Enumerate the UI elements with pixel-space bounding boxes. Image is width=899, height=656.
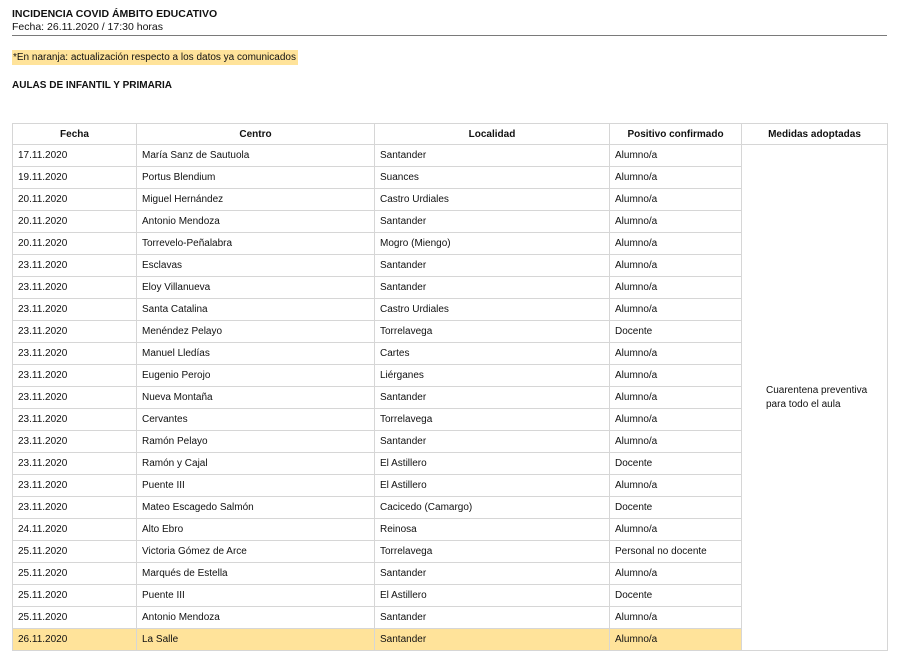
highlight-note: *En naranja: actualización respecto a los datos ya comunicados bbox=[13, 52, 296, 63]
cell-localidad: Santander bbox=[375, 211, 610, 233]
cell-positivo: Alumno/a bbox=[610, 563, 742, 585]
cell-positivo: Alumno/a bbox=[610, 409, 742, 431]
document-header bbox=[12, 8, 888, 34]
cell-centro: Eugenio Perojo bbox=[137, 365, 375, 387]
cell-positivo: Alumno/a bbox=[610, 629, 742, 651]
cell-centro: Santa Catalina bbox=[137, 299, 375, 321]
cell-centro: Antonio Mendoza bbox=[137, 607, 375, 629]
cell-localidad: Santander bbox=[375, 563, 610, 585]
cell-localidad: El Astillero bbox=[375, 453, 610, 475]
table-header-row bbox=[13, 124, 888, 145]
cell-centro: Torrevelo-Peñalabra bbox=[137, 233, 375, 255]
cell-localidad: Mogro (Miengo) bbox=[375, 233, 610, 255]
cell-positivo: Alumno/a bbox=[610, 343, 742, 365]
cell-positivo: Alumno/a bbox=[610, 431, 742, 453]
cell-fecha: 25.11.2020 bbox=[13, 563, 137, 585]
cell-positivo: Alumno/a bbox=[610, 145, 742, 167]
cell-fecha: 23.11.2020 bbox=[13, 409, 137, 431]
incidence-table bbox=[12, 123, 888, 651]
cell-localidad: El Astillero bbox=[375, 475, 610, 497]
cell-localidad: Santander bbox=[375, 431, 610, 453]
cell-centro: Mateo Escagedo Salmón bbox=[137, 497, 375, 519]
cell-fecha: 24.11.2020 bbox=[13, 519, 137, 541]
cell-localidad: Santander bbox=[375, 255, 610, 277]
cell-localidad: Cartes bbox=[375, 343, 610, 365]
table-body bbox=[13, 145, 888, 651]
column-header-fecha: Fecha bbox=[13, 124, 137, 145]
cell-positivo: Alumno/a bbox=[610, 189, 742, 211]
cell-fecha: 23.11.2020 bbox=[13, 255, 137, 277]
cell-centro: Menéndez Pelayo bbox=[137, 321, 375, 343]
cell-localidad: Cacicedo (Camargo) bbox=[375, 497, 610, 519]
document-date: Fecha: 26.11.2020 / 17:30 horas bbox=[12, 21, 163, 33]
cell-fecha: 23.11.2020 bbox=[13, 387, 137, 409]
cell-fecha: 23.11.2020 bbox=[13, 321, 137, 343]
cell-fecha: 23.11.2020 bbox=[13, 431, 137, 453]
document-title: INCIDENCIA COVID ÁMBITO EDUCATIVO bbox=[12, 8, 218, 20]
cell-localidad: Suances bbox=[375, 167, 610, 189]
cell-fecha: 25.11.2020 bbox=[13, 607, 137, 629]
cell-fecha: 20.11.2020 bbox=[13, 211, 137, 233]
cell-localidad: Torrelavega bbox=[375, 321, 610, 343]
column-header-medidas: Medidas adoptadas bbox=[742, 124, 888, 145]
cell-positivo: Alumno/a bbox=[610, 255, 742, 277]
cell-centro: La Salle bbox=[137, 629, 375, 651]
cell-centro: Cervantes bbox=[137, 409, 375, 431]
section-title: AULAS DE INFANTIL Y PRIMARIA bbox=[12, 80, 173, 91]
cell-positivo: Alumno/a bbox=[610, 233, 742, 255]
column-header-positivo: Positivo confirmado bbox=[610, 124, 742, 145]
cell-fecha: 17.11.2020 bbox=[13, 145, 137, 167]
cell-fecha: 23.11.2020 bbox=[13, 277, 137, 299]
cell-localidad: Torrelavega bbox=[375, 541, 610, 563]
cell-positivo: Alumno/a bbox=[610, 475, 742, 497]
cell-centro: Ramón y Cajal bbox=[137, 453, 375, 475]
cell-localidad: Reinosa bbox=[375, 519, 610, 541]
cell-fecha: 23.11.2020 bbox=[13, 299, 137, 321]
cell-positivo: Alumno/a bbox=[610, 387, 742, 409]
cell-centro: Puente III bbox=[137, 475, 375, 497]
cell-fecha: 19.11.2020 bbox=[13, 167, 137, 189]
cell-localidad: El Astillero bbox=[375, 585, 610, 607]
cell-medidas: Cuarentena preventiva para todo el aula bbox=[742, 145, 888, 651]
cell-localidad: Santander bbox=[375, 145, 610, 167]
cell-positivo: Personal no docente bbox=[610, 541, 742, 563]
cell-positivo: Docente bbox=[610, 453, 742, 475]
cell-centro: Portus Blendium bbox=[137, 167, 375, 189]
cell-localidad: Santander bbox=[375, 629, 610, 651]
cell-fecha: 26.11.2020 bbox=[13, 629, 137, 651]
cell-fecha: 25.11.2020 bbox=[13, 541, 137, 563]
cell-positivo: Alumno/a bbox=[610, 519, 742, 541]
cell-centro: Esclavas bbox=[137, 255, 375, 277]
cell-positivo: Alumno/a bbox=[610, 211, 742, 233]
cell-localidad: Santander bbox=[375, 607, 610, 629]
cell-centro: Puente III bbox=[137, 585, 375, 607]
cell-fecha: 23.11.2020 bbox=[13, 497, 137, 519]
cell-centro: Victoria Gómez de Arce bbox=[137, 541, 375, 563]
cell-fecha: 23.11.2020 bbox=[13, 475, 137, 497]
cell-positivo: Alumno/a bbox=[610, 607, 742, 629]
cell-fecha: 20.11.2020 bbox=[13, 189, 137, 211]
cell-fecha: 25.11.2020 bbox=[13, 585, 137, 607]
column-header-localidad: Localidad bbox=[375, 124, 610, 145]
cell-centro: Antonio Mendoza bbox=[137, 211, 375, 233]
cell-fecha: 23.11.2020 bbox=[13, 343, 137, 365]
cell-localidad: Santander bbox=[375, 387, 610, 409]
cell-centro: Manuel Lledías bbox=[137, 343, 375, 365]
table-row bbox=[13, 145, 888, 167]
column-header-centro: Centro bbox=[137, 124, 375, 145]
cell-localidad: Castro Urdiales bbox=[375, 189, 610, 211]
cell-centro: María Sanz de Sautuola bbox=[137, 145, 375, 167]
cell-positivo: Alumno/a bbox=[610, 299, 742, 321]
cell-fecha: 23.11.2020 bbox=[13, 453, 137, 475]
cell-fecha: 20.11.2020 bbox=[13, 233, 137, 255]
cell-localidad: Liérganes bbox=[375, 365, 610, 387]
cell-centro: Miguel Hernández bbox=[137, 189, 375, 211]
cell-positivo: Docente bbox=[610, 497, 742, 519]
cell-positivo: Alumno/a bbox=[610, 277, 742, 299]
cell-positivo: Docente bbox=[610, 585, 742, 607]
cell-positivo: Alumno/a bbox=[610, 167, 742, 189]
cell-localidad: Torrelavega bbox=[375, 409, 610, 431]
cell-centro: Marqués de Estella bbox=[137, 563, 375, 585]
cell-centro: Ramón Pelayo bbox=[137, 431, 375, 453]
cell-fecha: 23.11.2020 bbox=[13, 365, 137, 387]
cell-centro: Nueva Montaña bbox=[137, 387, 375, 409]
cell-localidad: Santander bbox=[375, 277, 610, 299]
cell-positivo: Docente bbox=[610, 321, 742, 343]
cell-localidad: Castro Urdiales bbox=[375, 299, 610, 321]
cell-centro: Alto Ebro bbox=[137, 519, 375, 541]
cell-positivo: Alumno/a bbox=[610, 365, 742, 387]
cell-centro: Eloy Villanueva bbox=[137, 277, 375, 299]
header-divider bbox=[12, 35, 887, 36]
